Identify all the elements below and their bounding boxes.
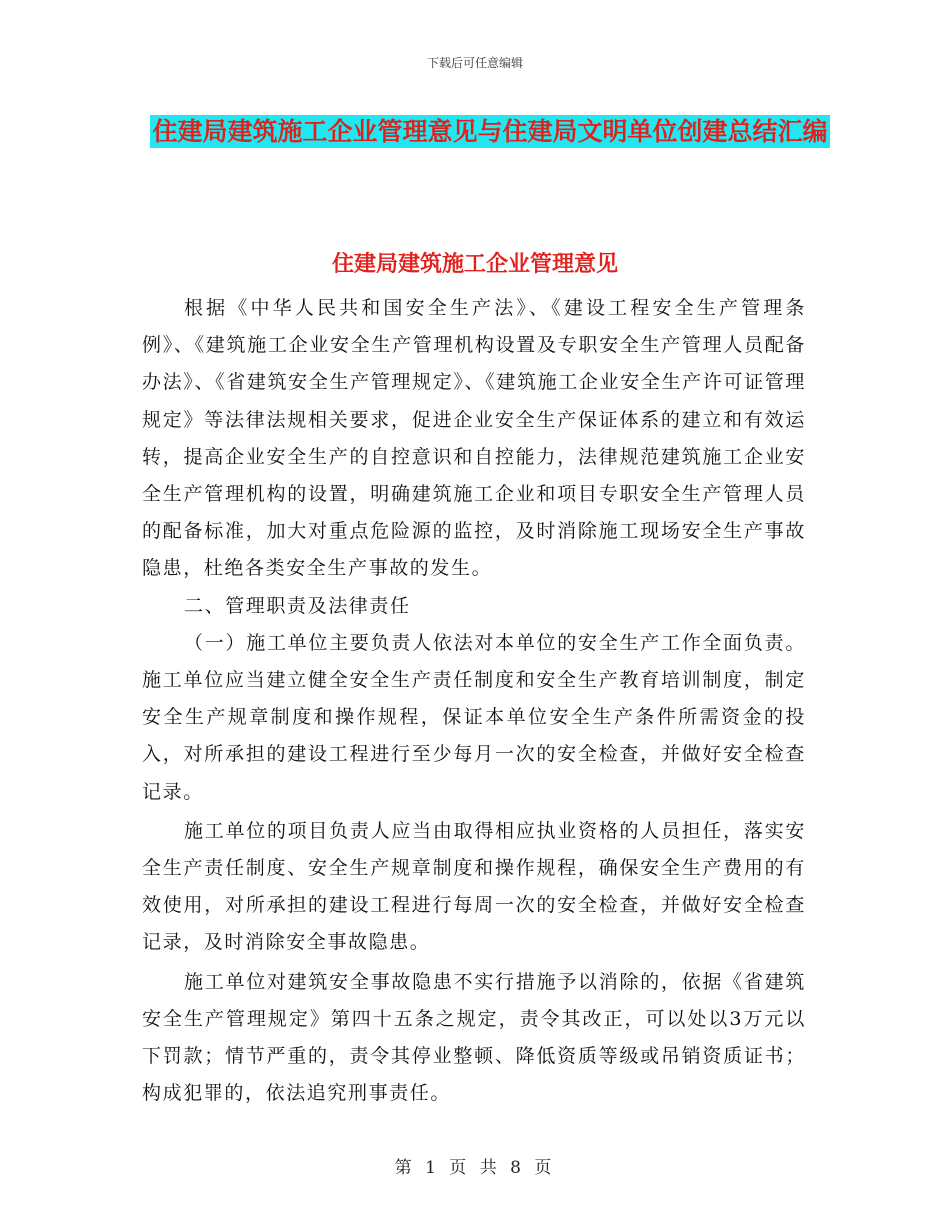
paragraph-penalty: 施工单位对建筑安全事故隐患不实行措施予以消除的，依据《省建筑安全生产管理规定》第四十五条之规定，责令其改正，可以处以3万元以下罚款；情节严重的，责令其停业整顿、降低资质等级或吊销资质证书；构成犯罪的，依法追究刑事责任。 xyxy=(142,970,806,1105)
document-title xyxy=(150,110,830,154)
page-number: 第 1 页 共 8 页 xyxy=(394,1158,556,1178)
paragraph-project-lead: 施工单位的项目负责人应当由取得相应执业资格的人员担任，落实安全生产责任制度、安全生产规章制度和操作规程，确保安全生产费用的有效使用，对所承担的建设工程进行每周一次的安全检查，并做好安全检查记录，及时消除安全事故隐患。 xyxy=(142,819,806,954)
document-body xyxy=(142,290,806,1112)
paragraph-item-1: （一）施工单位主要负责人依法对本单位的安全生产工作全面负责。施工单位应当建立健全安全生产责任制度和安全生产教育培训制度，制定安全生产规章制度和操作规程，保证本单位安全生产条件所需资金的投入，对所承担的建设工程进行至少每月一次的安全检查，并做好安全检查记录。 xyxy=(142,631,806,803)
section-title: 住建局建筑施工企业管理意见 xyxy=(331,251,618,277)
document-title-text: 住建局建筑施工企业管理意见与住建局文明单位创建总结汇编 xyxy=(152,117,828,146)
header-note: 下载后可任意编辑 xyxy=(426,56,523,70)
paragraph-heading-2: 二、管理职责及法律责任 xyxy=(184,594,411,617)
paragraph-intro: 根据《中华人民共和国安全生产法》、《建设工程安全生产管理条例》、《建筑施工企业安全生产管理机构设置及专职安全生产管理人员配备办法》、《省建筑安全生产管理规定》、《建筑施工企业安全生产许可证管理规定》等法律法规相关要求，促进企业安全生产保证体系的建立和有效运转，提高企业安全生产的自控意识和自控能力，法律规范建筑施工企业安全生产管理机构的设置，明确建筑施工企业和项目专职安全生产管理人员的配备标准，加大对重点危险源的监控，及时消除施工现场安全生产事故隐患，杜绝各类安全生产事故的发生。 xyxy=(142,297,806,580)
